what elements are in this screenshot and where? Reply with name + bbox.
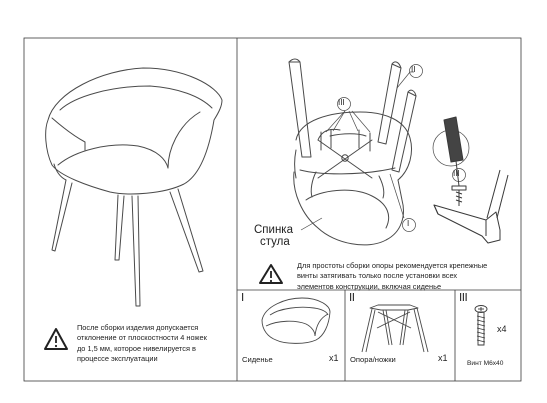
part-3-name: Винт М6х40 — [467, 360, 504, 367]
part-2-name: Опора/ножки — [350, 355, 396, 364]
warning-text-left-line: до 1,5 мм, которое нивелируется в — [77, 343, 196, 353]
warning-text-left-line: процессе эксплуатации — [77, 354, 158, 364]
part-legs-thumbnail — [362, 305, 428, 352]
warning-icon-left — [45, 329, 67, 349]
part-2-quantity: x1 — [438, 353, 448, 363]
part-3-numeral: III — [459, 291, 468, 304]
marker-label-screws: III — [338, 98, 345, 107]
marker-label-hand-screw: III — [453, 169, 460, 178]
backrest-callout — [254, 224, 293, 248]
part-1-quantity: x1 — [329, 353, 339, 363]
screwdriver-detail — [434, 117, 508, 243]
backrest-callout-line: Спинка — [254, 224, 293, 236]
warning-text-top-line: элементов конструкции, включая сиденье — [297, 281, 442, 291]
warning-icon-top — [260, 265, 282, 283]
chair-illustration — [46, 68, 222, 306]
part-1-numeral: I — [241, 291, 244, 304]
inverted-chair-illustration — [289, 59, 416, 245]
part-seat-thumbnail — [262, 298, 330, 343]
warning-text-top-line: Для простоты сборки опоры рекомендуется крепежные — [297, 261, 488, 270]
part-screw-thumbnail — [475, 306, 487, 346]
part-3-quantity: x4 — [497, 324, 507, 334]
warning-text-left-line: После сборки изделия допускается — [77, 323, 199, 332]
marker-label-legs: II — [411, 65, 416, 74]
warning-text-top-line: винты затягивать только после установки всех — [297, 271, 458, 281]
part-2-numeral: II — [349, 291, 355, 304]
marker-label-seat: I — [407, 219, 410, 228]
warning-text-top — [297, 261, 519, 292]
warning-text-left — [77, 323, 237, 365]
warning-text-left-line: отклонение от плоскостности 4 ножек — [77, 333, 207, 343]
part-1-name: Сиденье — [242, 355, 273, 364]
backrest-callout-line: стула — [260, 236, 290, 248]
